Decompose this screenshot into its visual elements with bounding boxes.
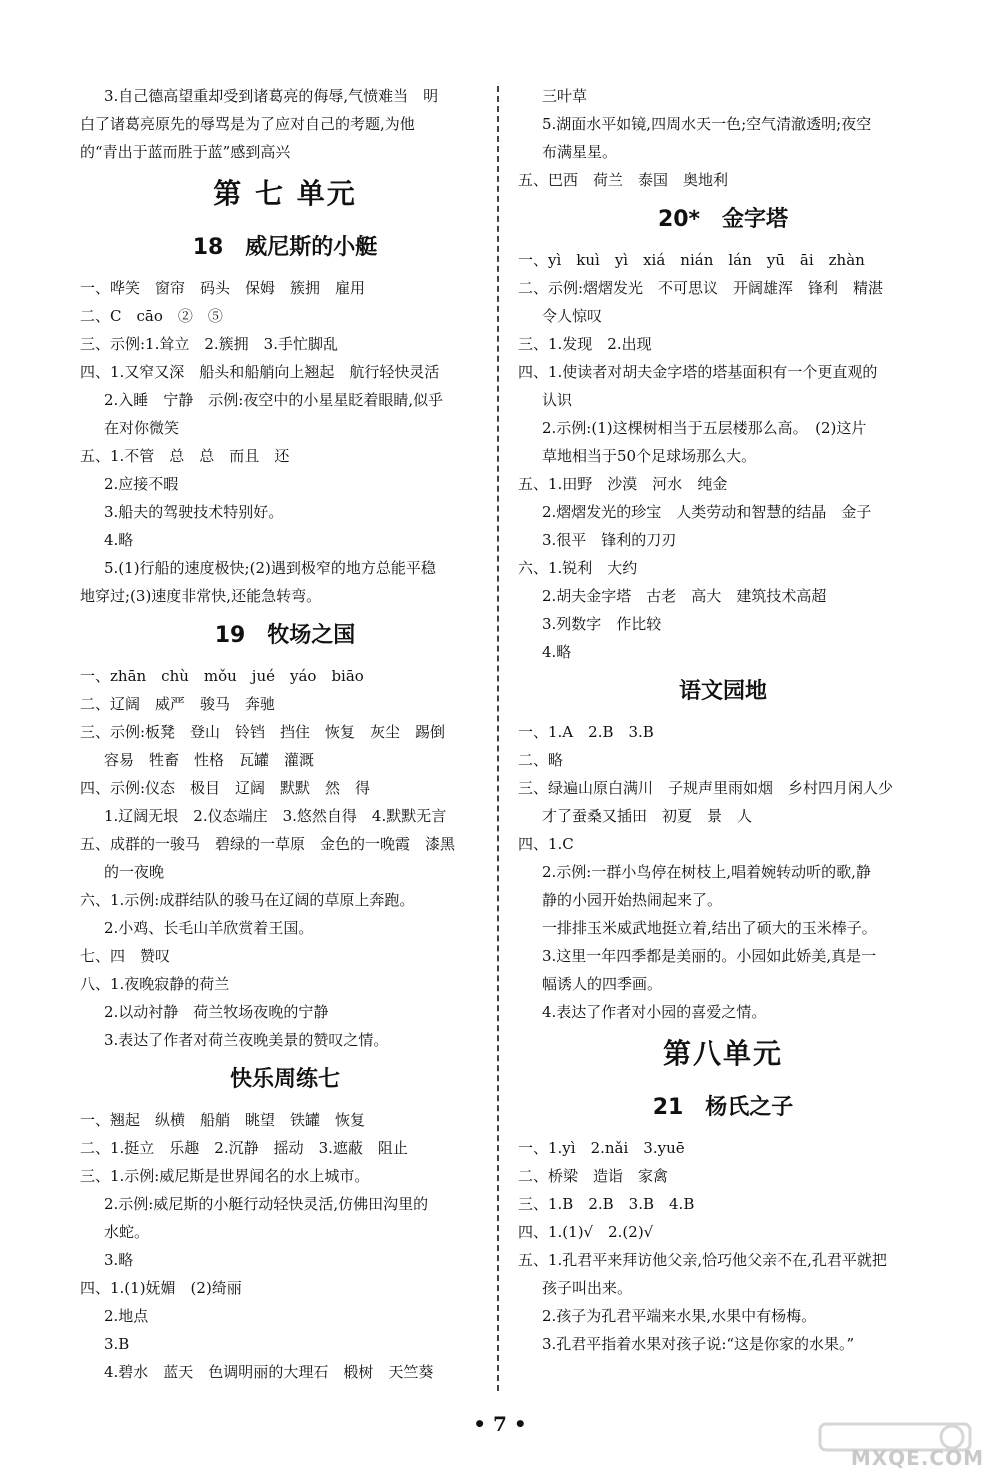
answer-line: 4.略 xyxy=(542,643,572,661)
lesson-heading: 18 威尼斯的小艇 xyxy=(192,235,378,260)
answer-line: 一、哗笑 窗帘 码头 保姆 簇拥 雇用 xyxy=(80,279,366,297)
answer-line: 一、翘起 纵横 船艄 眺望 铁罐 恢复 xyxy=(80,1111,366,1129)
answer-line: 一排排玉米威武地挺立着,结出了硕大的玉米棒子。 xyxy=(542,919,877,937)
answer-line: 布满星星。 xyxy=(542,143,618,161)
right-column xyxy=(518,82,928,1358)
answer-line: 2.示例:威尼斯的小艇行动轻快灵活,仿佛田沟里的 xyxy=(104,1195,429,1213)
answer-line: 草地相当于50个足球场那么大。 xyxy=(542,447,757,465)
answer-line: 水蛇。 xyxy=(104,1223,150,1241)
answer-line: 白了诸葛亮原先的辱骂是为了应对自己的考题,为他 xyxy=(80,115,415,133)
answer-line: 三、1.示例:威尼斯是世界闻名的水上城市。 xyxy=(80,1167,370,1185)
answer-line: 认识 xyxy=(542,391,573,409)
answer-line: 的“青出于蓝而胜于蓝”感到高兴 xyxy=(80,143,291,161)
unit-heading: 第 七 单元 xyxy=(213,177,357,210)
answer-line: 2.示例:(1)这棵树相当于五层楼那么高。 (2)这片 xyxy=(542,419,867,437)
lesson-heading: 语文园地 xyxy=(678,679,767,704)
answer-line: 2.地点 xyxy=(104,1307,149,1325)
answer-line: 3.自己德高望重却受到诸葛亮的侮辱,气愤难当 明 xyxy=(104,87,439,105)
answer-line: 六、1.锐利 大约 xyxy=(518,559,638,577)
answer-line: 4.略 xyxy=(104,531,134,549)
answer-line: 地穿过;(3)速度非常快,还能急转弯。 xyxy=(80,587,322,605)
answer-line: 3.B xyxy=(104,1335,130,1353)
left-column xyxy=(80,82,490,1386)
lesson-heading: 19 牧场之国 xyxy=(214,623,356,648)
answer-line: 四、1.C xyxy=(518,835,574,853)
answer-line: 2.入睡 宁静 示例:夜空中的小星星眨着眼睛,似乎 xyxy=(104,391,444,409)
answer-line: 4.碧水 蓝天 色调明丽的大理石 椴树 天竺葵 xyxy=(104,1363,434,1381)
answer-line: 七、四 赞叹 xyxy=(80,947,171,965)
answer-line: 容易 牲畜 性格 瓦罐 灌溉 xyxy=(104,751,315,769)
answer-line: 2.应接不暇 xyxy=(104,475,179,493)
answer-line: 令人惊叹 xyxy=(542,307,603,325)
answer-line: 3.这里一年四季都是美丽的。小园如此娇美,真是一 xyxy=(542,947,877,965)
answer-line: 2.胡夫金字塔 古老 高大 建筑技术高超 xyxy=(542,587,827,605)
answer-line: 二、桥梁 造诣 家禽 xyxy=(518,1167,669,1185)
answer-line: 静的小园开始热闹起来了。 xyxy=(542,891,723,909)
column-divider xyxy=(497,86,499,1391)
answer-line: 八、1.夜晚寂静的荷兰 xyxy=(80,975,230,993)
answer-line: 二、略 xyxy=(518,751,564,769)
answer-line: 四、1.又窄又深 船头和船艄向上翘起 航行轻快灵活 xyxy=(80,363,440,381)
answer-line: 5.湖面水平如镜,四周水天一色;空气清澈透明;夜空 xyxy=(542,115,872,133)
answer-line: 二、1.挺立 乐趣 2.沉静 摇动 3.遮蔽 阻止 xyxy=(80,1139,408,1157)
answer-line: 3.很平 锋利的刀刃 xyxy=(542,531,677,549)
lesson-heading: 20* 金字塔 xyxy=(657,207,789,232)
answer-line: 3.孔君平指着水果对孩子说:“这是你家的水果。” xyxy=(542,1335,855,1353)
answer-line: 五、1.田野 沙漠 河水 纯金 xyxy=(518,475,728,493)
answer-line: 四、1.(1)妩媚 (2)绮丽 xyxy=(80,1279,242,1297)
watermark-text: MXQE.COM xyxy=(850,1446,984,1470)
watermark-logo xyxy=(814,1422,990,1472)
answer-line: 2.示例:一群小鸟停在树枝上,唱着婉转动听的歌,静 xyxy=(542,863,871,881)
answer-line: 三、1.发现 2.出现 xyxy=(518,335,652,353)
answer-line: 一、zhān chù mǒu jué yáo biāo xyxy=(80,667,364,685)
answer-line: 三、绿遍山原白满川 子规声里雨如烟 乡村四月闲人少 xyxy=(518,779,894,797)
answer-line: 2.熠熠发光的珍宝 人类劳动和智慧的结晶 金子 xyxy=(542,503,872,521)
answer-line: 四、示例:仪态 极目 辽阔 默默 然 得 xyxy=(80,779,371,797)
answer-line: 的一夜晚 xyxy=(104,863,165,881)
answer-line: 四、1.使读者对胡夫金字塔的塔基面积有一个更直观的 xyxy=(518,363,878,381)
answer-line: 五、1.不管 总 总 而且 还 xyxy=(80,447,290,465)
unit-heading: 第八单元 xyxy=(662,1037,783,1070)
answer-line: 五、巴西 荷兰 泰国 奥地利 xyxy=(518,171,729,189)
answer-line: 2.孩子为孔君平端来水果,水果中有杨梅。 xyxy=(542,1307,817,1325)
answer-line: 四、1.(1)√ 2.(2)√ xyxy=(518,1223,654,1241)
answer-line: 二、辽阔 威严 骏马 奔驰 xyxy=(80,695,276,713)
answer-line: 三、示例:1.耸立 2.簇拥 3.手忙脚乱 xyxy=(80,335,338,353)
answer-line: 幅诱人的四季画。 xyxy=(542,975,663,993)
answer-line: 二、示例:熠熠发光 不可思议 开阔雄浑 锋利 精湛 xyxy=(518,279,884,297)
answer-line: 三叶草 xyxy=(542,87,588,105)
answer-line: 一、1.yì 2.nǎi 3.yuē xyxy=(518,1139,685,1157)
answer-line: 4.表达了作者对小园的喜爱之情。 xyxy=(542,1003,767,1021)
lesson-heading: 21 杨氏之子 xyxy=(652,1095,794,1120)
answer-line: 1.辽阔无垠 2.仪态端庄 3.悠然自得 4.默默无言 xyxy=(104,807,447,825)
page-number: • 7 • xyxy=(473,1412,527,1436)
answer-line: 一、1.A 2.B 3.B xyxy=(518,723,654,741)
answer-line: 一、yì kuì yì xiá nián lán yū āi zhàn xyxy=(518,251,865,269)
lesson-heading: 快乐周练七 xyxy=(229,1067,340,1092)
answer-line: 六、1.示例:成群结队的骏马在辽阔的草原上奔跑。 xyxy=(80,891,415,909)
answer-line: 5.(1)行船的速度极快;(2)遇到极窄的地方总能平稳 xyxy=(104,559,436,577)
answer-line: 才了蚕桑又插田 初夏 景 人 xyxy=(542,807,753,825)
answer-line: 二、C cāo ② ⑤ xyxy=(80,307,223,325)
answer-line: 五、成群的一骏马 碧绿的一草原 金色的一晚霞 漆黑 xyxy=(80,835,456,853)
answer-line: 2.以动衬静 荷兰牧场夜晚的宁静 xyxy=(104,1003,329,1021)
answer-line: 3.船夫的驾驶技术特别好。 xyxy=(104,503,284,521)
answer-line: 三、示例:板凳 登山 铃铛 挡住 恢复 灰尘 踢倒 xyxy=(80,723,446,741)
answer-line: 2.小鸡、长毛山羊欣赏着王国。 xyxy=(104,919,314,937)
answer-line: 在对你微笑 xyxy=(104,419,180,437)
answer-line: 三、1.B 2.B 3.B 4.B xyxy=(518,1195,695,1213)
answer-line: 3.列数字 作比较 xyxy=(542,615,662,633)
answer-line: 3.表达了作者对荷兰夜晚美景的赞叹之情。 xyxy=(104,1031,389,1049)
answer-line: 3.略 xyxy=(104,1251,134,1269)
answer-line: 孩子叫出来。 xyxy=(542,1279,633,1297)
answer-line: 五、1.孔君平来拜访他父亲,恰巧他父亲不在,孔君平就把 xyxy=(518,1251,887,1269)
